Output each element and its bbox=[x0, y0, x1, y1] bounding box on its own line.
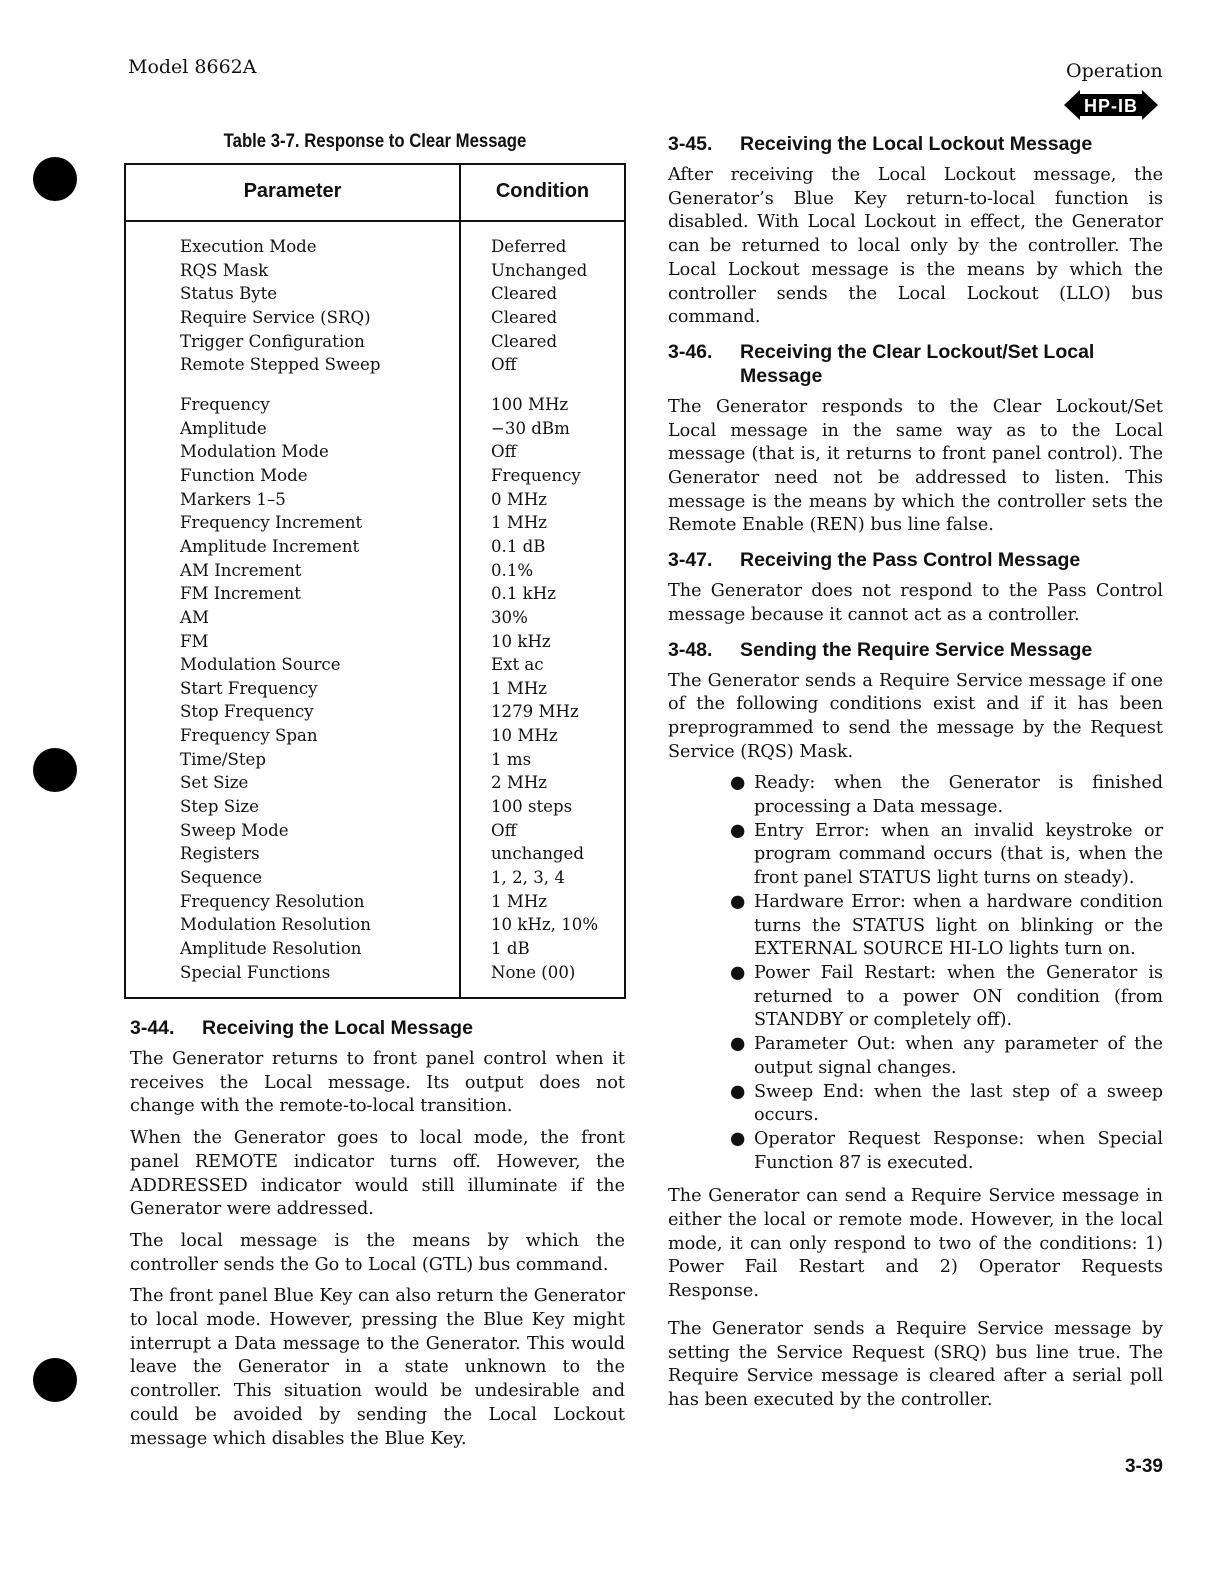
parameter-cell: FM bbox=[180, 631, 209, 651]
bullet-icon: ● bbox=[730, 1081, 746, 1102]
paragraph: The Generator returns to front panel control when it receives the Local message. Its output does not change with the remote-to-local transition. bbox=[130, 1049, 625, 1117]
bullet-item bbox=[730, 1128, 1163, 1175]
parameter-cell: FM Increment bbox=[180, 584, 301, 604]
bullet-text: Operator Request Response: when Special Function 87 is executed. bbox=[754, 1128, 1163, 1173]
condition-cell: 0.1 dB bbox=[491, 536, 546, 556]
bullet-icon: ● bbox=[730, 773, 746, 794]
condition-cell: 10 MHz bbox=[491, 726, 558, 746]
section-heading: 3-45. Receiving the Local Lockout Message bbox=[668, 133, 1093, 155]
svg-text:HP-IB: HP-IB bbox=[1084, 96, 1138, 116]
parameter-cell: Modulation Mode bbox=[180, 442, 329, 462]
condition-cell: 0.1 kHz bbox=[491, 584, 556, 604]
paragraph: The front panel Blue Key can also return the Generator to local mode. However, pressing the Blue Key might interrupt a Data message to the Generator. This would leave the Generator in a state unknown to the controller. This situation would be undesirable and could be avoided by sending the Local Lockout message which disables the Blue Key. bbox=[130, 1286, 625, 1449]
parameter-cell: Registers bbox=[180, 844, 260, 864]
column-header-condition: Condition bbox=[461, 163, 624, 222]
condition-cell: 0.1% bbox=[491, 560, 534, 580]
parameter-cell: Amplitude bbox=[180, 418, 267, 438]
parameter-cell: Markers 1–5 bbox=[180, 489, 286, 509]
hp-ib-arrow-icon bbox=[1064, 88, 1158, 122]
condition-cell: 1 dB bbox=[491, 939, 530, 959]
condition-cell: 10 kHz bbox=[491, 631, 551, 651]
section-heading: 3-46. Receiving the Clear Lockout/Set Local Message bbox=[668, 340, 1095, 387]
condition-cell: unchanged bbox=[491, 844, 584, 864]
model-header: Model 8662A bbox=[128, 56, 257, 78]
bullet-item bbox=[730, 891, 1163, 962]
bullet-icon: ● bbox=[730, 891, 746, 912]
binder-hole bbox=[33, 1358, 77, 1402]
condition-cell: Cleared bbox=[491, 331, 558, 351]
condition-cell: 0 MHz bbox=[491, 489, 548, 509]
bullet-icon: ● bbox=[730, 820, 746, 841]
bullet-text: Hardware Error: when a hardware condition turns the STATUS light on blinking or the EXTERNAL SOURCE HI-LO lights turn on. bbox=[754, 891, 1163, 960]
bullet-icon: ● bbox=[730, 1128, 746, 1149]
parameter-cell: Sweep Mode bbox=[180, 820, 289, 840]
hp-ib-logo bbox=[1064, 88, 1158, 126]
condition-cell: 10 kHz, 10% bbox=[491, 915, 599, 935]
condition-cell: None (00) bbox=[491, 962, 576, 982]
condition-cell: 1 MHz bbox=[491, 513, 548, 533]
parameter-cell: Frequency Increment bbox=[180, 513, 363, 533]
condition-cell: 1 MHz bbox=[491, 678, 548, 698]
parameter-cell: Status Byte bbox=[180, 284, 278, 304]
condition-cell: 1 MHz bbox=[491, 891, 548, 911]
condition-cell: Off bbox=[491, 442, 517, 462]
parameter-cell: AM Increment bbox=[180, 560, 302, 580]
condition-cell: Frequency bbox=[491, 465, 581, 485]
bullet-text: Sweep End: when the last step of a sweep occurs. bbox=[754, 1081, 1163, 1126]
bullet-text: Power Fail Restart: when the Generator is returned to a power ON condition (from STANDBY or completely off). bbox=[754, 962, 1163, 1031]
right-column bbox=[668, 132, 1163, 1413]
section-heading: 3-47. Receiving the Pass Control Message bbox=[668, 549, 1081, 572]
condition-cell: Cleared bbox=[491, 307, 558, 327]
parameter-cell: Execution Mode bbox=[180, 237, 317, 256]
page-number: 3-39 bbox=[1124, 1456, 1163, 1477]
parameter-cell: Special Functions bbox=[180, 962, 331, 982]
paragraph: After receiving the Local Lockout message, the Generator’s Blue Key return-to-local function is disabled. With Local Lockout in effect, the Generator can be returned to local only by the controller. The Local Lockout message is the means by which the controller sends the Local Lockout (LLO) bus command. bbox=[668, 165, 1163, 328]
bullet-text: Parameter Out: when any parameter of the output signal changes. bbox=[754, 1034, 1163, 1078]
paragraph: The Generator can send a Require Service message in either the local or remote mode. However, in the local mode, it can only respond to two of the conditions: 1) Power Fail Restart and 2) Operator Requests Response. bbox=[668, 1186, 1163, 1302]
condition-cell: 30% bbox=[491, 607, 528, 627]
condition-cell: Off bbox=[491, 355, 517, 375]
parameter-cell: Start Frequency bbox=[180, 678, 318, 698]
parameter-cell: RQS Mask bbox=[180, 260, 269, 280]
condition-cell: Deferred bbox=[491, 237, 567, 256]
parameter-cell: Sequence bbox=[180, 868, 263, 888]
condition-cell: 100 MHz bbox=[491, 394, 569, 414]
parameter-cell: Set Size bbox=[180, 773, 249, 793]
parameter-cell: Frequency Span bbox=[180, 726, 318, 746]
paragraph: The Generator responds to the Clear Lockout/Set Local message in the same way as to the Local message (that is, it returns to front panel control). The Generator need not be addressed to listen. This message is the means by which the controller sets the Remote Enable (REN) bus line false. bbox=[668, 396, 1163, 536]
bullet-list bbox=[730, 772, 1163, 1175]
bullet-item bbox=[730, 772, 1163, 819]
bullet-item bbox=[730, 962, 1163, 1033]
section-heading: 3-48. Sending the Require Service Message bbox=[668, 638, 1093, 661]
parameter-cell: Frequency Resolution bbox=[180, 891, 365, 911]
condition-cell: 1, 2, 3, 4 bbox=[491, 868, 565, 888]
paragraph: The Generator sends a Require Service message by setting the Service Request (SRQ) bus line true. The Require Service message is cleared after a serial poll has been executed by the controller. bbox=[668, 1318, 1163, 1410]
parameter-cell: Stop Frequency bbox=[180, 702, 314, 722]
paragraph: The Generator does not respond to the Pass Control message because it cannot act as a controller. bbox=[668, 581, 1163, 625]
parameter-cell: Modulation Source bbox=[180, 655, 341, 675]
section-header: Operation bbox=[1066, 60, 1163, 82]
condition-cell: Off bbox=[491, 820, 517, 840]
table-caption: Table 3-7. Response to Clear Message bbox=[223, 131, 527, 152]
parameter-cell: Trigger Configuration bbox=[180, 331, 365, 351]
condition-column bbox=[491, 235, 598, 984]
condition-cell: 100 steps bbox=[491, 797, 573, 817]
bullet-icon: ● bbox=[730, 962, 746, 983]
condition-cell: 1 ms bbox=[491, 749, 532, 769]
parameter-cell: AM bbox=[180, 607, 209, 627]
column-header-parameter: Parameter bbox=[126, 163, 459, 222]
parameter-cell: Remote Stepped Sweep bbox=[180, 355, 381, 375]
table-divider bbox=[459, 163, 461, 999]
section-heading: 3-44. Receiving the Local Message bbox=[130, 1017, 473, 1039]
paragraph: When the Generator goes to local mode, the front panel REMOTE indicator turns off. However, the ADDRESSED indicator would still illuminate if the Generator were addressed. bbox=[130, 1128, 625, 1220]
condition-cell: Unchanged bbox=[491, 260, 588, 280]
bullet-item bbox=[730, 1081, 1163, 1128]
paragraph: The local message is the means by which the controller sends the Go to Local (GTL) bus command. bbox=[130, 1230, 625, 1275]
condition-cell: 2 MHz bbox=[491, 773, 548, 793]
parameter-cell: Amplitude Increment bbox=[180, 536, 360, 556]
condition-cell: Cleared bbox=[491, 284, 558, 304]
bullet-item bbox=[730, 1033, 1163, 1080]
parameter-column bbox=[180, 235, 380, 984]
parameter-cell: Modulation Resolution bbox=[180, 915, 371, 935]
paragraph: The Generator sends a Require Service message if one of the following conditions exist and if it has been preprogrammed to send the message by the Request Service (RQS) Mask. bbox=[668, 670, 1163, 762]
binder-hole bbox=[33, 748, 77, 792]
condition-cell: −30 dBm bbox=[491, 418, 570, 438]
parameter-cell: Frequency bbox=[180, 394, 270, 414]
parameter-cell: Time/Step bbox=[180, 749, 266, 769]
parameter-cell: Amplitude Resolution bbox=[180, 939, 362, 959]
bullet-text: Ready: when the Generator is finished processing a Data message. bbox=[754, 773, 1163, 818]
binder-hole bbox=[33, 157, 77, 201]
section-3-44 bbox=[130, 1016, 625, 1451]
parameter-cell: Require Service (SRQ) bbox=[180, 307, 371, 327]
parameter-cell: Step Size bbox=[180, 797, 259, 817]
bullet-item bbox=[730, 820, 1163, 891]
condition-cell: 1279 MHz bbox=[491, 702, 579, 722]
parameter-cell: Function Mode bbox=[180, 465, 308, 485]
condition-cell: Ext ac bbox=[491, 655, 544, 675]
bullet-icon: ● bbox=[730, 1034, 746, 1055]
bullet-text: Entry Error: when an invalid keystroke or program command occurs (that is, when the front panel STATUS light turns on steady). bbox=[754, 820, 1163, 889]
